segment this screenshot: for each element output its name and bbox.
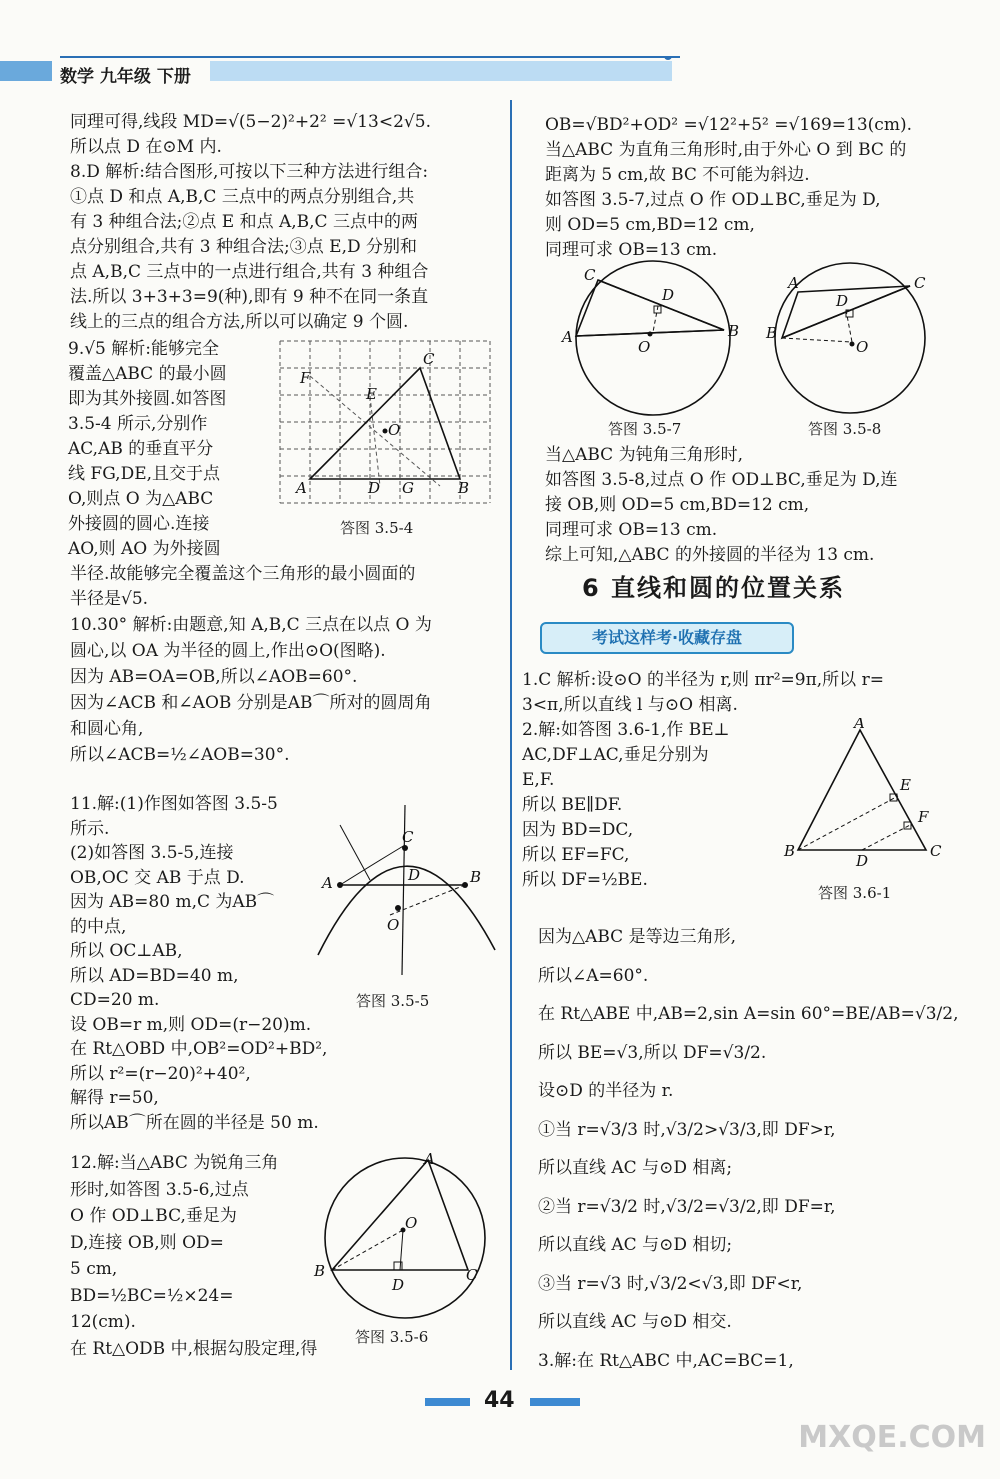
text-line: 12(cm). [70, 1312, 136, 1332]
svg-text:O: O [387, 916, 400, 934]
svg-text:B: B [470, 868, 482, 886]
text-line: 线上的三点的组合方法,所以可以确定 9 个圆. [70, 312, 409, 332]
text-line: 1.C 解析:设⊙O 的半径为 r,则 πr²=9π,所以 r= [522, 670, 884, 690]
text-line: 在 Rt△OBD 中,OB²=OD²+BD², [70, 1039, 328, 1059]
text-line: 因为∠ACB 和∠AOB 分别是AB⌒所对的圆周角 [70, 693, 432, 713]
svg-text:A: A [854, 718, 865, 732]
text-line: 设 OB=r m,则 OD=(r−20)m. [70, 1014, 312, 1035]
text-line: 9.√5 解析:能够完全 [68, 339, 219, 359]
text-line: 3.解:在 Rt△ABC 中,AC=BC=1, [538, 1350, 794, 1371]
q2-block [522, 718, 730, 893]
text-line: AC,DF⊥AC,垂足分别为 [522, 745, 709, 765]
text-line: 5 cm, [70, 1259, 118, 1279]
text-line: 3<π,所以直线 l 与⊙O 相离. [522, 695, 738, 715]
text-line: O 作 OD⊥BC,垂足为 [70, 1206, 237, 1226]
caption-3-6-1: 答图 3.6-1 [818, 884, 892, 902]
caption-3-5-5: 答图 3.5-5 [356, 992, 430, 1010]
caption-3-5-4: 答图 3.5-4 [340, 519, 414, 537]
text-line: 8.D 解析:结合图形,可按以下三种方法进行组合: [70, 162, 429, 182]
text-line: 形时,如答图 3.5-6,过点 [70, 1179, 249, 1200]
text-line: 3.5-4 所示,分别作 [68, 414, 208, 434]
text-line: 的中点, [70, 916, 127, 937]
svg-text:O: O [405, 1214, 418, 1232]
text-line: OB=√BD²+OD² =√12²+5² =√169=13(cm). [545, 115, 912, 135]
text-line: 距离为 5 cm,故 BC 不可能为斜边. [545, 165, 810, 185]
svg-text:A: A [296, 479, 307, 497]
text-line: 同理可求 OB=13 cm. [545, 240, 718, 260]
text-line: 法.所以 3+3+3=9(种),即有 9 种不在同一条直 [70, 287, 429, 307]
text-line: 因为 AB=80 m,C 为AB⌒ [70, 892, 275, 912]
svg-text:C: C [930, 842, 942, 860]
figure-3-5-6 [310, 1150, 500, 1325]
text-line: 同理可求 OB=13 cm. [545, 520, 718, 540]
text-line: 所以直线 AC 与⊙D 相离; [538, 1158, 733, 1178]
text-line: 即为其外接圆.如答图 [68, 389, 227, 409]
page-deco-right [530, 1398, 580, 1406]
text-line: D,连接 OB,则 OD= [70, 1232, 224, 1253]
page-header-title: 数学 九年级 下册 [60, 67, 191, 87]
q10-block [70, 612, 432, 768]
text-line: 因为 BD=DC, [522, 820, 634, 840]
svg-text:D: D [408, 866, 421, 884]
svg-text:B: B [784, 842, 796, 860]
figure-3-5-8 [760, 258, 950, 418]
q9-end-block [70, 562, 415, 612]
column-divider [510, 100, 512, 1370]
left-column [70, 110, 500, 335]
text-line: 所以 DF=½BE. [522, 870, 648, 890]
text-line: ③当 r=√3 时,√3/2<√3,即 DF<r, [538, 1273, 803, 1294]
figure-3-6-1 [780, 718, 950, 868]
caption-3-5-8: 答图 3.5-8 [808, 420, 882, 438]
text-line: 线 FG,DE,且交于点 [68, 464, 221, 484]
figure-3-5-5 [310, 800, 510, 985]
text-line: O,则点 O 为△ABC [68, 489, 214, 509]
text-line: 圆心,以 OA 为半径的圆上,作出⊙O(图略). [70, 641, 386, 661]
text-line: 半径是√5. [70, 589, 149, 609]
svg-text:O: O [856, 338, 869, 356]
text-line: 因为△ABC 是等边三角形, [538, 927, 736, 947]
text-line: BD=½BC=½×24= [70, 1285, 234, 1306]
text-line: E,F. [522, 770, 555, 790]
q1-block [522, 668, 884, 718]
svg-text:D: D [836, 292, 849, 310]
text-line: 在 Rt△ABE 中,AB=2,sin A=sin 60°=BE/AB=√3/2, [538, 1004, 959, 1024]
watermark-logo: MXQE.COM [798, 1420, 986, 1455]
text-line: 点 A,B,C 三点中的一点进行组合,共有 3 种组合 [70, 262, 429, 282]
text-line: 解得 r=50, [70, 1088, 159, 1108]
text-line: 综上可知,△ABC 的外接圆的半径为 13 cm. [545, 545, 875, 565]
banner-exam: 考试这样考·收藏存盘 [540, 622, 794, 654]
svg-text:D: D [856, 852, 869, 868]
right-top-block [545, 113, 912, 263]
text-line: 有 3 种组合法;②点 E 和点 A,B,C 三点中的两 [70, 212, 418, 232]
text-line: 在 Rt△ODB 中,根据勾股定理,得 [70, 1338, 318, 1359]
svg-text:A: A [562, 328, 573, 346]
text-line: 10.30° 解析:由题意,知 A,B,C 三点在以点 O 为 [70, 615, 432, 635]
text-line: 半径.故能够完全覆盖这个三角形的最小圆面的 [70, 564, 416, 584]
text-line: 外接圆的圆心.连接 [68, 514, 210, 534]
text-line: 因为 AB=OA=OB,所以∠AOB=60°. [70, 667, 358, 687]
section-title: 6 直线和圆的位置关系 [582, 574, 846, 602]
text-line: 所以 OC⊥AB, [70, 941, 183, 961]
q9-block [68, 337, 227, 562]
text-line: AO,则 AO 为外接圆 [68, 539, 221, 559]
text-line: 所以AB⌒所在圆的半径是 50 m. [70, 1112, 319, 1133]
text-line: 所示. [70, 818, 110, 839]
text-line: 12.解:当△ABC 为锐角三角 [70, 1153, 279, 1173]
header-rule [60, 56, 680, 58]
text-line: 所以∠ACB=½∠AOB=30°. [70, 745, 290, 765]
svg-text:B: B [458, 479, 470, 497]
right-mid-block [545, 443, 898, 568]
svg-text:C: C [914, 274, 926, 292]
text-line: 接 OB,则 OD=5 cm,BD=12 cm, [545, 495, 810, 515]
text-line: 所以直线 AC 与⊙D 相交. [538, 1312, 732, 1332]
page-number: 44 [484, 1388, 515, 1413]
text-line: 则 OD=5 cm,BD=12 cm, [545, 215, 755, 235]
svg-text:D: D [662, 286, 675, 304]
text-line: 所以 EF=FC, [522, 845, 630, 865]
text-line: ①当 r=√3/3 时,√3/2>√3/3,即 DF>r, [538, 1119, 836, 1140]
svg-text:C: C [423, 350, 435, 368]
text-line: CD=20 m. [70, 990, 160, 1010]
text-line: 如答图 3.5-7,过点 O 作 OD⊥BC,垂足为 D, [545, 190, 881, 210]
svg-text:B: B [314, 1262, 326, 1280]
text-line: 所以点 D 在⊙M 内. [70, 137, 222, 157]
text-line: 覆盖△ABC 的最小圆 [68, 364, 227, 384]
text-line: (2)如答图 3.5-5,连接 [70, 843, 234, 863]
svg-text:D: D [392, 1276, 405, 1294]
svg-text:G: G [402, 479, 414, 497]
text-line: 所以 r²=(r−20)²+40², [70, 1063, 251, 1084]
svg-text:A: A [322, 874, 333, 892]
svg-text:A: A [424, 1150, 435, 1168]
text-line: 所以 BE=√3,所以 DF=√3/2. [538, 1042, 767, 1063]
svg-text:A: A [788, 274, 799, 292]
q12-block [70, 1150, 317, 1362]
figure-3-5-7 [558, 258, 748, 418]
text-line: 设⊙D 的半径为 r. [538, 1081, 674, 1101]
svg-text:C: C [584, 266, 596, 284]
text-line: 当△ABC 为钝角三角形时, [545, 445, 743, 465]
svg-text:F: F [918, 808, 929, 826]
svg-text:D: D [368, 479, 381, 497]
figure-3-5-4 [270, 336, 500, 516]
svg-text:B: B [766, 324, 778, 342]
svg-text:O: O [388, 421, 401, 439]
text-line: 点分别组合,共有 3 种组合法;③点 E,D 分别和 [70, 237, 418, 257]
text-line: ①点 D 和点 A,B,C 三点中的两点分别组合,共 [70, 187, 415, 207]
text-line: 所以直线 AC 与⊙D 相切; [538, 1235, 733, 1255]
svg-text:C: C [466, 1266, 478, 1284]
text-line: 所以∠A=60°. [538, 965, 649, 986]
text-line: 所以 AD=BD=40 m, [70, 965, 239, 986]
text-line: 当△ABC 为直角三角形时,由于外心 O 到 BC 的 [545, 140, 907, 160]
text-line: 2.解:如答图 3.6-1,作 BE⊥ [522, 720, 730, 740]
text-line: 如答图 3.5-8,过点 O 作 OD⊥BC,垂足为 D,连 [545, 470, 898, 490]
svg-text:O: O [638, 338, 651, 356]
svg-text:E: E [366, 385, 377, 403]
q2b-block [538, 918, 959, 1380]
q11-block [70, 792, 327, 1135]
caption-3-5-7: 答图 3.5-7 [608, 420, 682, 438]
text-line: AC,AB 的垂直平分 [68, 439, 214, 459]
svg-text:F: F [300, 369, 311, 387]
text-line: OB,OC 交 AB 于点 D. [70, 867, 245, 888]
svg-text:B: B [728, 322, 740, 340]
left-top-block [70, 110, 500, 335]
text-line: 同理可得,线段 MD=√(5−2)²+2² =√13<2√5. [70, 112, 431, 132]
text-line: 和圆心角, [70, 719, 144, 739]
text-line: 11.解:(1)作图如答图 3.5-5 [70, 794, 278, 814]
caption-3-5-6: 答图 3.5-6 [355, 1328, 429, 1346]
text-line: 所以 BE∥DF. [522, 795, 623, 815]
text-line: ②当 r=√3/2 时,√3/2=√3/2,即 DF=r, [538, 1196, 836, 1217]
svg-text:E: E [900, 776, 911, 794]
page-deco-left [425, 1398, 470, 1406]
svg-text:C: C [402, 828, 414, 846]
